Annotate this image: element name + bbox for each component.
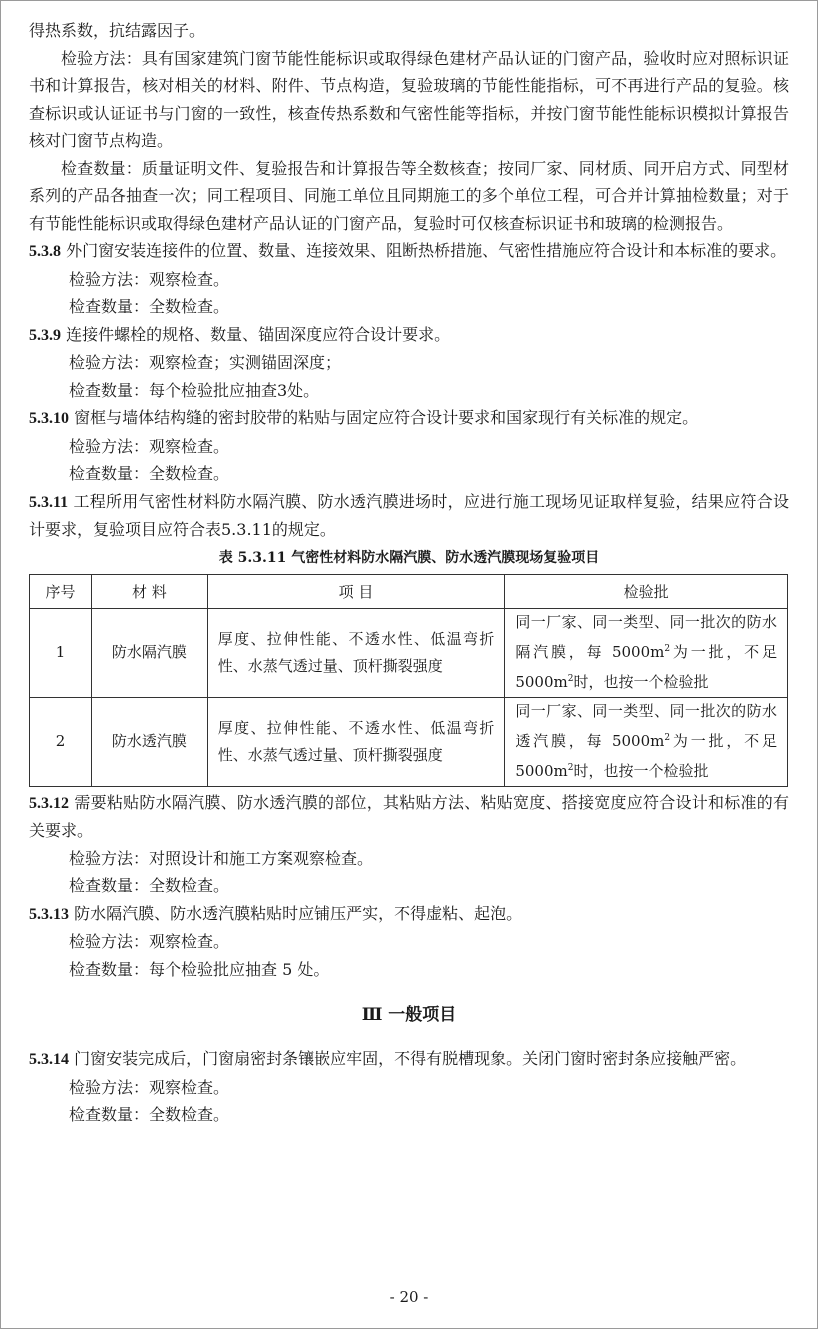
- clause-method: 检验方法：观察检查。: [69, 1077, 230, 1097]
- section-heading: Ⅲ 一般项目: [361, 1005, 457, 1025]
- cell-material: 防水透汽膜: [91, 697, 207, 786]
- clause-text: 外门窗安装连接件的位置、数量、连接效果、阻断热桥措施、气密性措施应符合设计和本标准的要求。: [66, 241, 787, 260]
- cell-items: 厚度、拉伸性能、不透水性、低温弯折性、水蒸气透过量、顶杆撕裂强度: [207, 608, 505, 697]
- paragraph-inspection-method: 检验方法：具有国家建筑门窗节能性能标识或取得绿色建材产品认证的门窗产品，验收时应对照标识证书和计算报告，核对相关的材料、附件、节点构造，复验玻璃的节能性能指标，可不再进行产品的复验。核查标识或认证证书与门窗的一致性，核查传热系数和气密性能等指标，并按门窗节能性能标识模拟计算报告核对门窗节点构造。: [29, 48, 789, 150]
- header-items: 项 目: [207, 574, 505, 608]
- table-caption: 表 5.3.11 气密性材料防水隔汽膜、防水透汽膜现场复验项目: [218, 549, 600, 566]
- clause-5-3-12: [29, 789, 789, 845]
- clause-quantity: 检查数量：每个检验批应抽查 5 处。: [69, 959, 330, 979]
- clause-number: 5.3.11: [29, 493, 69, 511]
- clause-text: 需要粘贴防水隔汽膜、防水透汽膜的部位，其粘贴方法、粘贴宽度、搭接宽度应符合设计和标准的有关要求。: [29, 792, 789, 840]
- clause-method: 检验方法：观察检查。: [69, 932, 230, 951]
- clause-text: 工程所用气密性材料防水隔汽膜、防水透汽膜进场时，应进行施工现场见证取样复验，结果应符合设计要求，复验项目应符合表5.3.11的规定。: [29, 491, 789, 539]
- cell-items: 厚度、拉伸性能、不透水性、低温弯折性、水蒸气透过量、顶杆撕裂强度: [207, 697, 505, 786]
- clause-5-3-13: [29, 900, 789, 929]
- clause-5-3-14: [29, 1045, 789, 1074]
- clause-number: 5.3.13: [29, 905, 69, 923]
- clause-5-3-8: [29, 237, 789, 266]
- clause-quantity: 检查数量：每个检验批应抽查3处。: [69, 380, 320, 400]
- clause-number: 5.3.14: [29, 1051, 69, 1068]
- table-header-row: [30, 574, 788, 608]
- clause-text: 连接件螺栓的规格、数量、锚固深度应符合设计要求。: [66, 324, 451, 344]
- clause-quantity: 检查数量：全数检查。: [69, 464, 230, 483]
- paragraph-inspection-quantity: 检查数量：质量证明文件、复验报告和计算报告等全数核查；按同厂家、同材质、同开启方式、同型材系列的产品各抽查一次；同工程项目、同施工单位且同期施工的多个单位工程，可合并计算抽检数量；对于有节能性能标识或取得绿色建材产品认证的门窗产品，复验时可仅核查标识证书和玻璃的检测报告。: [29, 158, 789, 233]
- cell-batch: 同一厂家、同一类型、同一批次的防水透汽膜，每 $5000m^2$为一批，不足$5000m^2$时，也按一个检验批: [505, 697, 788, 786]
- cell-number: 1: [30, 608, 92, 697]
- clause-method: 检验方法：对照设计和施工方案观察检查。: [69, 848, 374, 868]
- clause-5-3-11: [29, 488, 789, 544]
- table-row: [30, 608, 788, 697]
- clause-quantity: 检查数量：全数检查。: [69, 1105, 230, 1124]
- clause-5-3-10: [29, 404, 789, 433]
- clause-quantity: 检查数量：全数检查。: [69, 297, 230, 316]
- clause-number: 5.3.8: [29, 243, 61, 260]
- table-row: [30, 697, 788, 786]
- clause-text: 窗框与墙体结构缝的密封胶带的粘贴与固定应符合设计要求和国家现行有关标准的规定。: [74, 408, 699, 427]
- page-number: - 20 -: [389, 1288, 429, 1306]
- page-content: [29, 17, 789, 1129]
- cell-material: 防水隔汽膜: [91, 608, 207, 697]
- clause-method: 检验方法：观察检查；实测锚固深度；: [69, 353, 342, 372]
- header-batch: 检验批: [505, 574, 788, 608]
- clause-number: 5.3.10: [29, 410, 69, 427]
- clause-text: 防水隔汽膜、防水透汽膜粘贴时应铺压严实，不得虚粘、起泡。: [74, 903, 523, 923]
- header-material: 材 料: [91, 574, 207, 608]
- header-number: 序号: [30, 574, 92, 608]
- clause-method: 检验方法：观察检查。: [69, 269, 230, 289]
- retest-items-table: [29, 574, 788, 787]
- paragraph-continued: 得热系数，抗结露因子。: [29, 21, 206, 40]
- cell-number: 2: [30, 697, 92, 786]
- clause-number: 5.3.9: [29, 326, 61, 344]
- clause-text: 门窗安装完成后，门窗扇密封条镶嵌应牢固，不得有脱槽现象。关闭门窗时密封条应接触严密。: [74, 1049, 747, 1068]
- cell-batch: 同一厂家、同一类型、同一批次的防水隔汽膜，每 $5000m^2$为一批，不足$5000m^2$时，也按一个检验批: [505, 608, 788, 697]
- clause-method: 检验方法：观察检查。: [69, 436, 230, 456]
- clause-number: 5.3.12: [29, 794, 69, 812]
- clause-5-3-9: [29, 321, 789, 350]
- clause-quantity: 检查数量：全数检查。: [69, 876, 230, 895]
